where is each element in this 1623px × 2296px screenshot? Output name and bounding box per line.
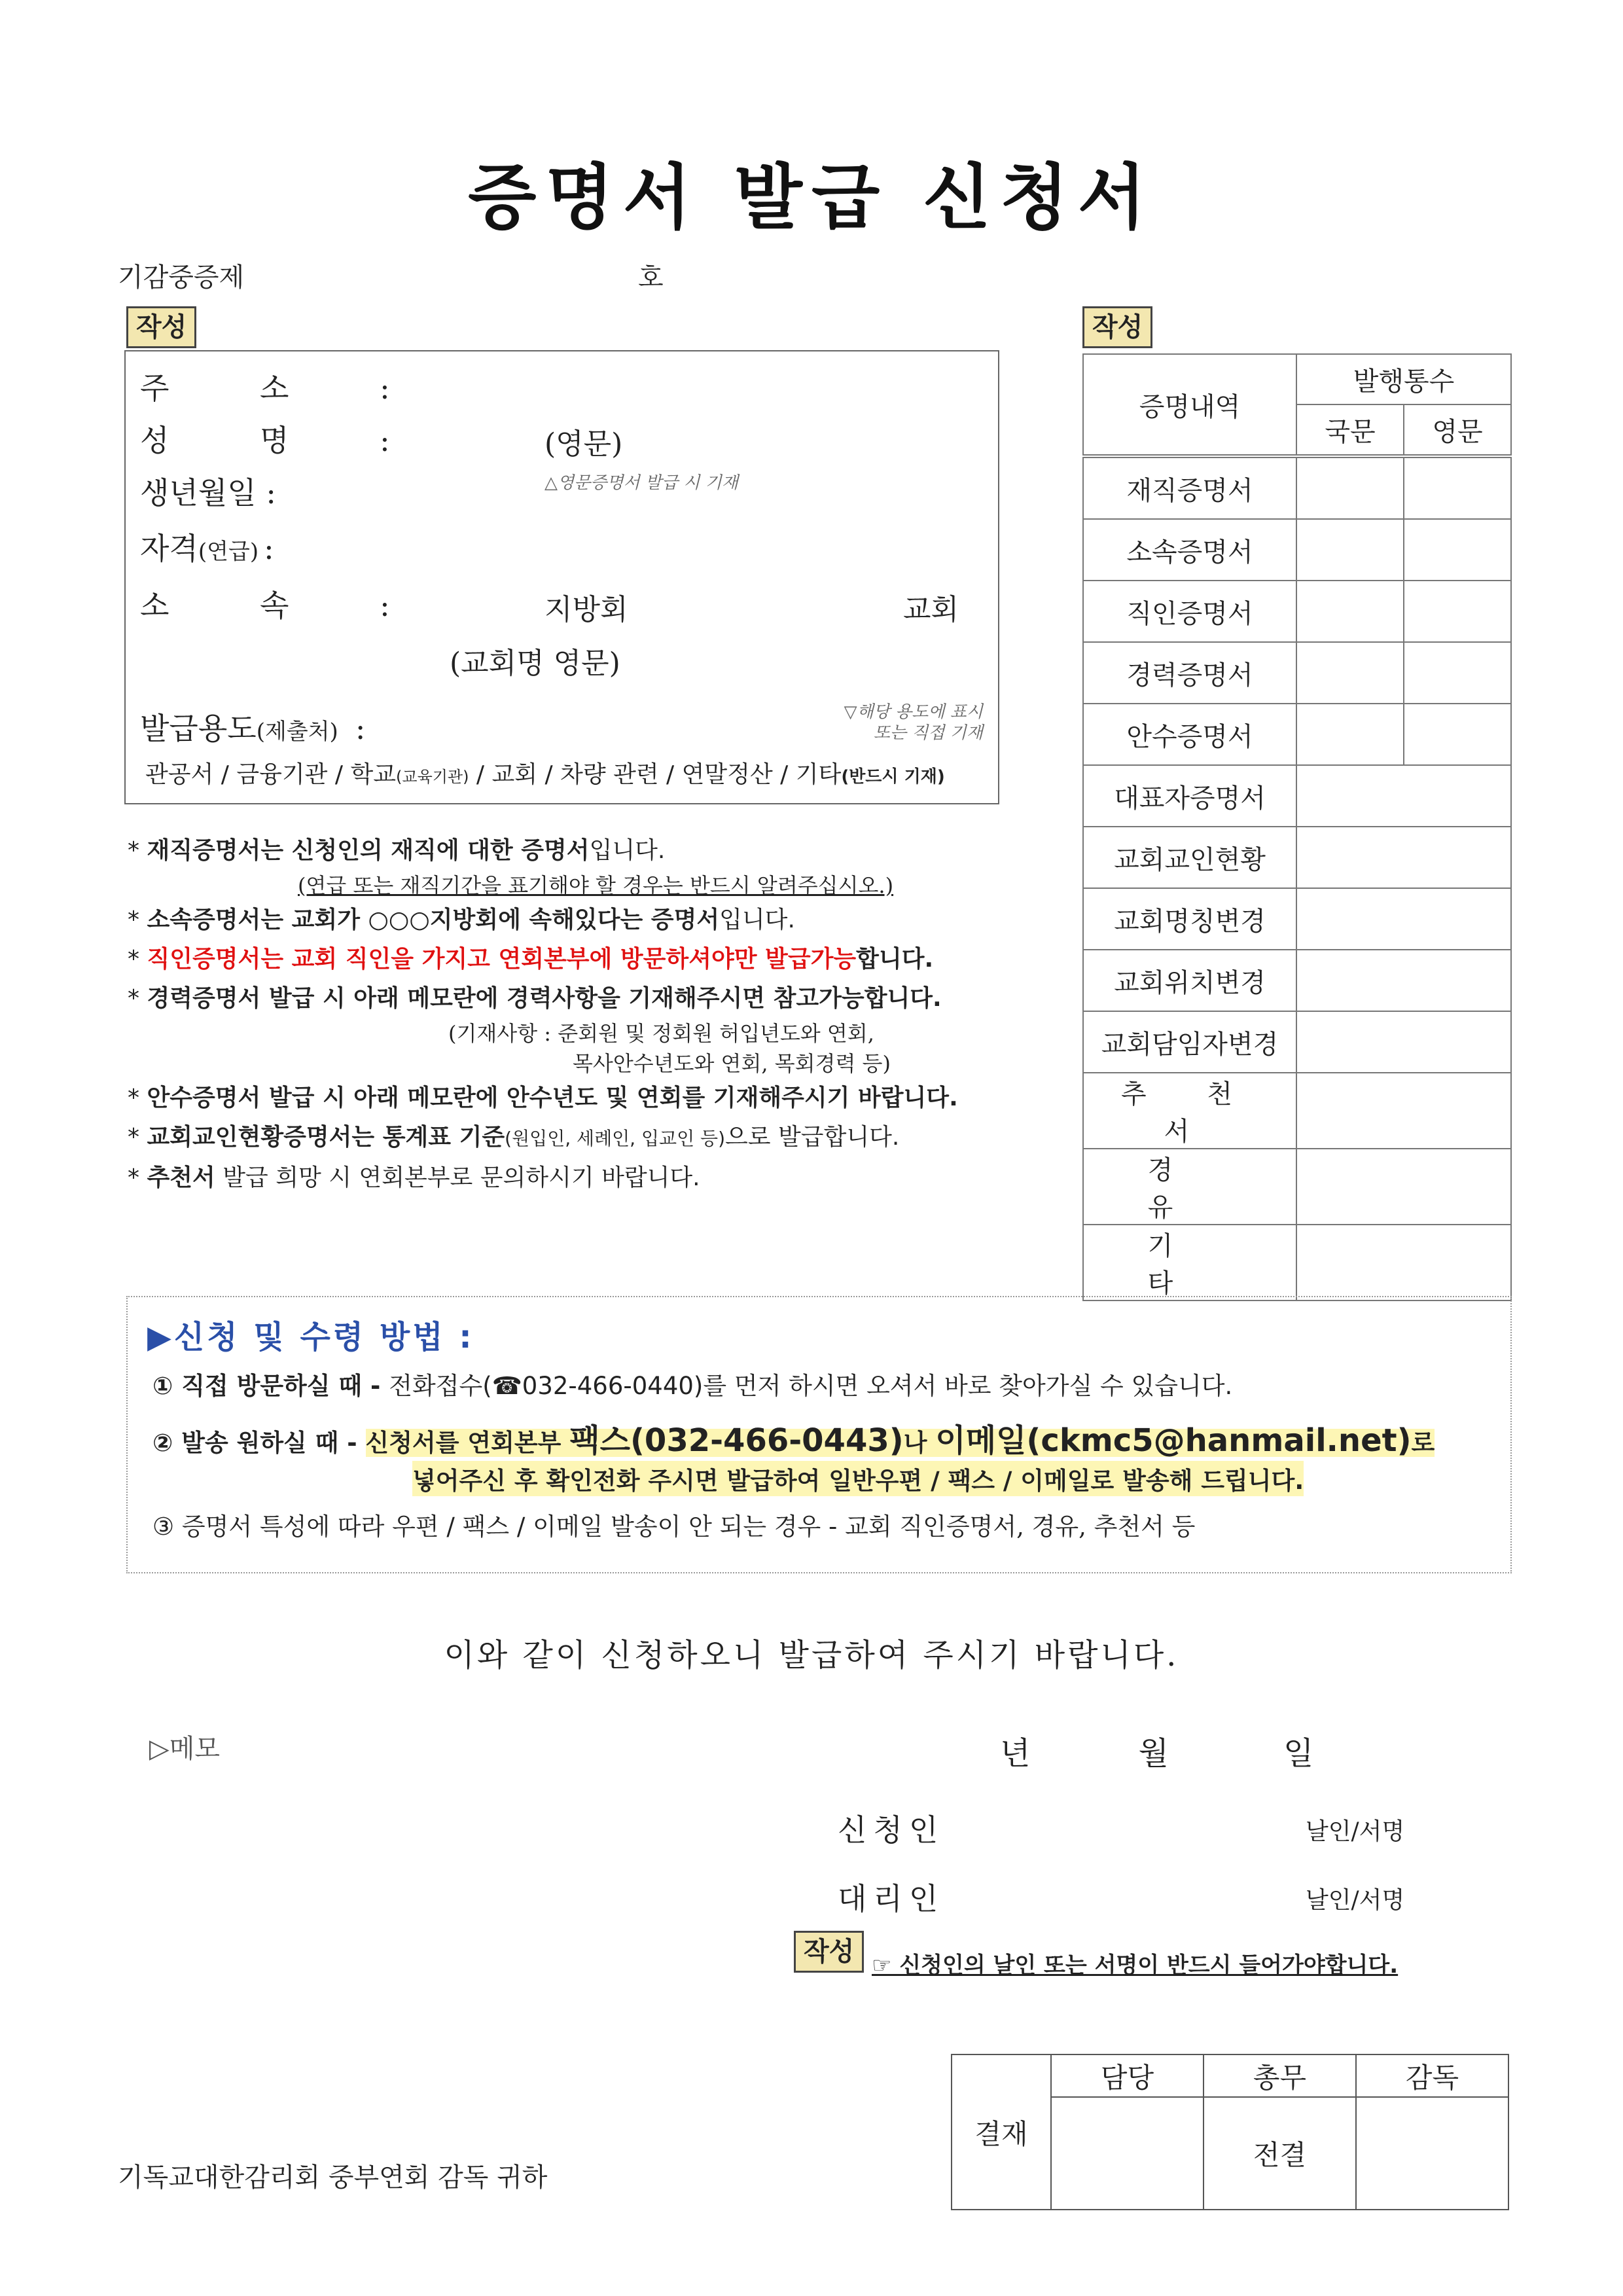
note-item: * 소속증명서는 교회가 ○○○지방회에 속해있다는 증명서입니다. — [128, 906, 795, 933]
cert-cell-korean[interactable] — [1296, 519, 1404, 581]
agent-signer: 대리인 — [838, 1881, 945, 1916]
cert-cell-count[interactable] — [1296, 950, 1511, 1011]
month-label: 월 — [1138, 1735, 1169, 1772]
cert-row-label: 교회명칭변경 — [1083, 888, 1296, 950]
address-label: 주 소 : — [140, 370, 431, 406]
note-item: * 직인증명서는 교회 직인을 가지고 연회본부에 방문하셔야만 발급가능합니다. — [128, 946, 934, 973]
doc-number-suffix: 호 — [638, 262, 664, 293]
method-line-3: ③ 증명서 특성에 따라 우편 / 팩스 / 이메일 발송이 안 되는 경우 - 교회 직인증명서, 경유, 추천서 등 — [152, 1513, 1196, 1541]
purpose-colon: : — [355, 711, 366, 746]
note-item: * 교회교인현황증명서는 통계표 기준(원입인, 세례인, 입교인 등)으로 발급합니다. — [128, 1124, 900, 1151]
purpose-options-b: / 교회 / 차량 관련 / 연말정산 / 기타 — [469, 761, 842, 788]
qual-sub: (연급) — [198, 539, 259, 565]
note-item: * 경력증명서 발급 시 아래 메모란에 경력사항을 기재해주시면 참고가능합니다. — [128, 985, 942, 1012]
cert-row-label: 교회교인현황 — [1083, 827, 1296, 888]
write-tag-left: 작성 — [126, 306, 196, 348]
note-item: * 재직증명서는 신청인의 재직에 대한 증명서입니다. — [128, 837, 666, 864]
cert-row-label: 안수증명서 — [1083, 704, 1296, 765]
note-sub: (연급 또는 재직기간을 표기해야 할 경우는 반드시 알려주십시오.) — [298, 873, 894, 898]
closing-statement: 이와 같이 신청하오니 발급하여 주시기 바랍니다. — [444, 1637, 1179, 1674]
approval-label: 결재 — [952, 2054, 1051, 2210]
applicant-box — [124, 350, 999, 804]
purpose-note-2: 또는 직접 기재 — [873, 723, 983, 743]
cert-cell-korean[interactable] — [1296, 642, 1404, 704]
cert-cell-korean[interactable] — [1296, 581, 1404, 642]
english-header: 영문 — [1404, 404, 1511, 456]
affiliation-label: 소 속 : — [140, 588, 431, 623]
purpose-options-etc: (반드시 기재) — [841, 767, 945, 787]
memo-label: ▷메모 — [149, 1734, 221, 1764]
note-item: * 안수증명서 발급 시 아래 메모란에 안수년도 및 연회를 기재해주시기 바랍니다. — [128, 1085, 958, 1111]
church-english: (교회명 영문) — [450, 647, 620, 680]
qual-field — [140, 525, 274, 568]
purpose-options — [145, 756, 945, 789]
approval-col-bishop: 감독 — [1356, 2054, 1508, 2097]
copies-header: 발행통수 — [1296, 354, 1511, 404]
applicant-seal[interactable]: 날인/서명 — [1306, 1818, 1405, 1845]
applicant-signer: 신청인 — [838, 1812, 945, 1848]
method-box — [126, 1296, 1512, 1573]
agent-seal[interactable]: 날인/서명 — [1306, 1887, 1405, 1914]
footer-addressee: 기독교대한감리회 중부연회 감독 귀하 — [118, 2162, 548, 2193]
write-tag-sign: 작성 — [794, 1931, 864, 1973]
write-tag-right: 작성 — [1082, 306, 1152, 348]
cert-cell-english[interactable] — [1404, 519, 1511, 581]
method-line-2b: 넣어주신 후 확인전화 주시면 발급하여 일반우편 / 팩스 / 이메일로 발송해 드립니다. — [412, 1461, 1304, 1496]
cert-cell-english[interactable] — [1404, 581, 1511, 642]
approval-cell-bishop[interactable] — [1356, 2097, 1508, 2210]
note-sub: 목사안수년도와 연회, 목회경력 등) — [573, 1051, 891, 1076]
day-label: 일 — [1283, 1735, 1314, 1772]
cert-row-label: 소속증명서 — [1083, 519, 1296, 581]
cert-row-label: 교회담임자변경 — [1083, 1011, 1296, 1073]
cert-header: 증명내역 — [1083, 354, 1296, 456]
cert-row-label: 대표자증명서 — [1083, 765, 1296, 827]
approval-col-manager: 담당 — [1051, 2054, 1204, 2097]
approval-col-general: 총무 — [1204, 2054, 1356, 2097]
cert-cell-count[interactable] — [1296, 1073, 1511, 1149]
note-item: * 추천서 발급 희망 시 연회본부로 문의하시기 바랍니다. — [128, 1164, 700, 1191]
cert-cell-english[interactable] — [1404, 456, 1511, 519]
purpose-field — [140, 705, 365, 748]
purpose-label: 발급용도 — [140, 711, 257, 746]
approval-cell-manager[interactable] — [1051, 2097, 1204, 2210]
district-label: 지방회 — [544, 593, 628, 626]
cert-row-label: 재직증명서 — [1083, 456, 1296, 519]
purpose-sub: (제출처) — [256, 719, 338, 745]
method-line-1: ① 직접 방문하실 때 - 전화접수(☎032-466-0440)를 먼저 하시면 오셔서 바로 찾아가실 수 있습니다. — [152, 1372, 1233, 1400]
sign-note: ☞ 신청인의 날인 또는 서명이 반드시 들어가야합니다. — [872, 1952, 1399, 1979]
cert-cell-count[interactable] — [1296, 827, 1511, 888]
certificate-table — [1082, 353, 1512, 1301]
doc-number-prefix: 기감중증제 — [118, 262, 245, 293]
cert-row-label: 경력증명서 — [1083, 642, 1296, 704]
notes-list — [128, 831, 958, 1198]
birth-label: 생년월일 : — [140, 475, 276, 511]
purpose-options-school: (교육기관) — [396, 768, 469, 786]
english-note: △영문증명서 발급 시 기재 — [544, 473, 738, 493]
cert-row-label: 추 천 서 — [1083, 1073, 1296, 1149]
korean-header: 국문 — [1296, 404, 1404, 456]
note-sub: (기재사항 : 준회원 및 정회원 허입년도와 연회, — [448, 1021, 874, 1046]
purpose-note-1: ▽해당 용도에 표시 — [844, 702, 983, 722]
method-title: ▶신청 및 수령 방법 : — [147, 1319, 474, 1355]
method-line-2: ② 발송 원하실 때 - 신청서를 연회본부 팩스(032-466-0443)나 이메일(ckmc5@hanmail.net)로 — [152, 1422, 1435, 1459]
cert-cell-count[interactable] — [1296, 765, 1511, 827]
name-english: (영문) — [544, 427, 623, 461]
cert-cell-korean[interactable] — [1296, 456, 1404, 519]
cert-row-label: 직인증명서 — [1083, 581, 1296, 642]
approval-cell-general: 전결 — [1204, 2097, 1356, 2210]
cert-row-label: 경 유 — [1083, 1149, 1296, 1225]
qual-label: 자격 — [140, 531, 198, 566]
date-line — [1000, 1728, 1313, 1773]
cert-row-label: 기 타 — [1083, 1225, 1296, 1300]
cert-cell-korean[interactable] — [1296, 704, 1404, 765]
qual-colon: : — [264, 531, 274, 566]
year-label: 년 — [1000, 1735, 1031, 1772]
name-label: 성 명 : — [140, 423, 431, 458]
cert-cell-count[interactable] — [1296, 1011, 1511, 1073]
cert-row-label: 교회위치변경 — [1083, 950, 1296, 1011]
page-title: 증명서 발급 신청서 — [468, 157, 1155, 239]
cert-cell-count[interactable] — [1296, 1149, 1511, 1225]
approval-table — [951, 2054, 1509, 2210]
purpose-options-a: 관공서 / 금융기관 / 학교 — [145, 761, 397, 788]
cert-cell-english[interactable] — [1404, 642, 1511, 704]
church-label: 교회 — [903, 593, 959, 626]
cert-cell-count[interactable] — [1296, 1225, 1511, 1300]
cert-cell-english[interactable] — [1404, 704, 1511, 765]
cert-cell-count[interactable] — [1296, 888, 1511, 950]
